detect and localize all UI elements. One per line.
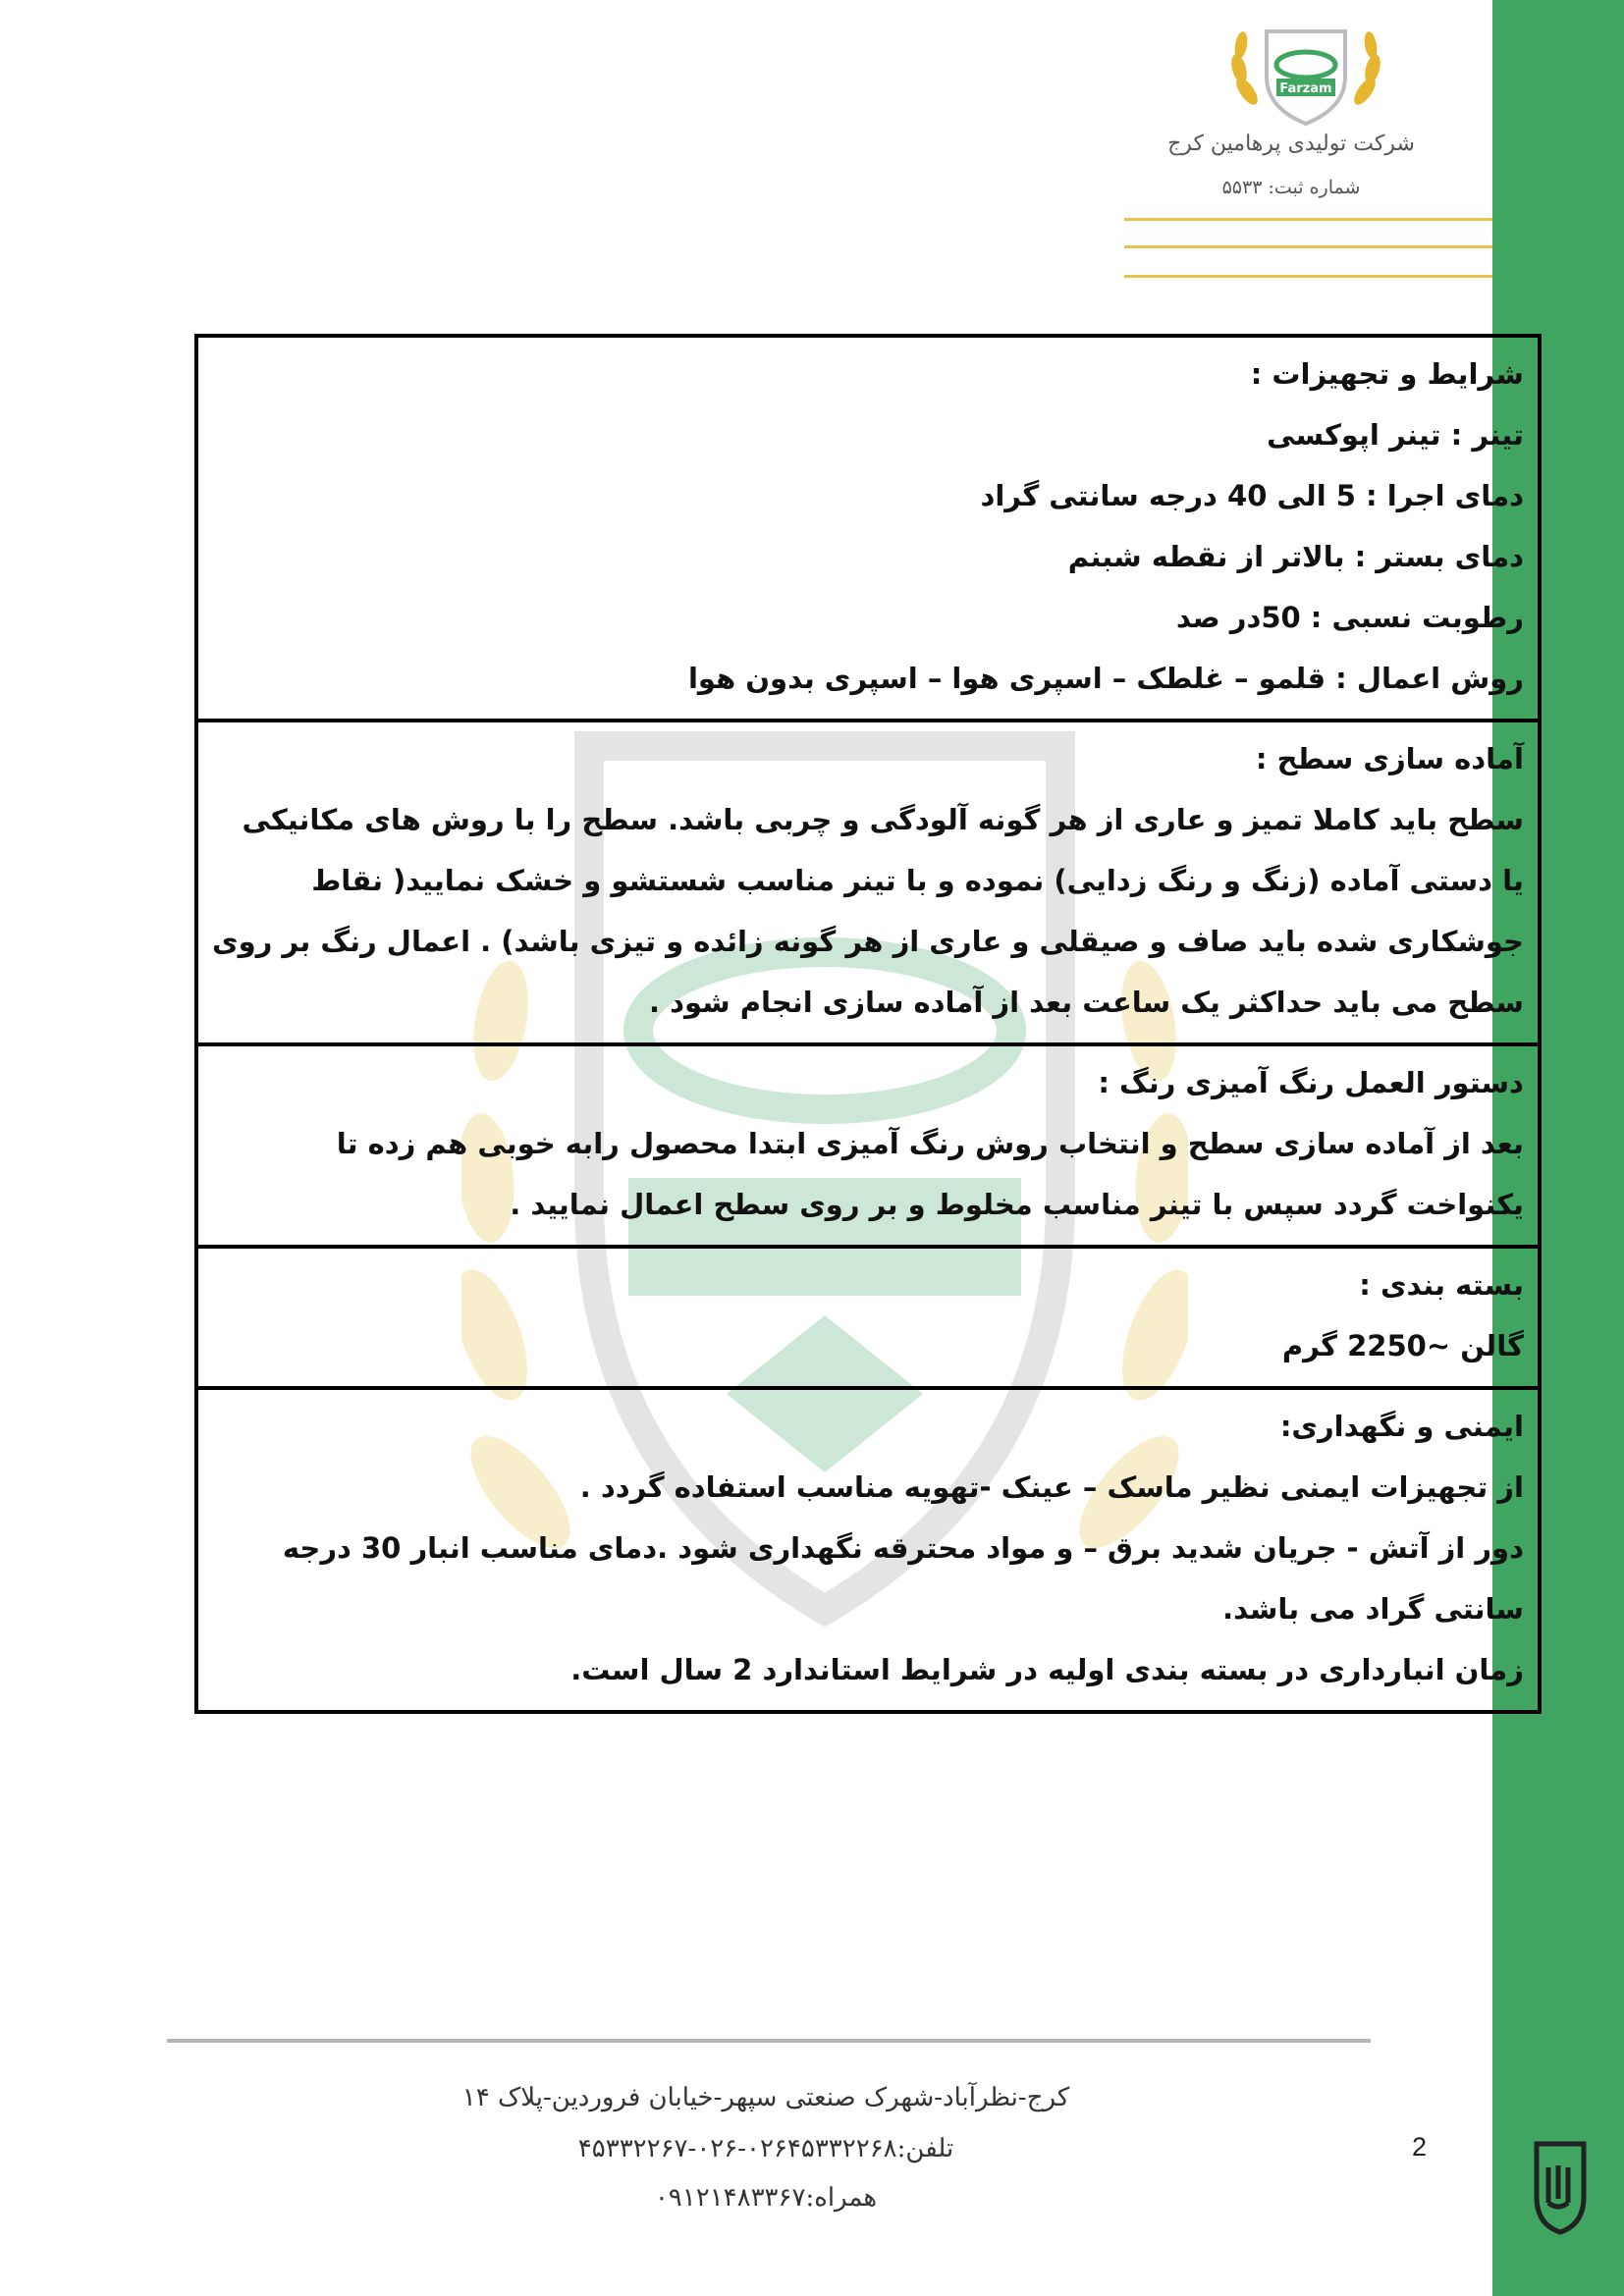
registration-number: شماره ثبت: ۵۵۳۳ [1221, 177, 1361, 198]
table-row [196, 336, 1540, 721]
standard-mark-caption [1520, 2240, 1598, 2252]
text-line: تینر : تینر اپوکسی [1267, 418, 1524, 452]
text-line: دور از آتش - جریان شدید برق – و مواد محترقه نگهداری شود .دمای مناسب انبار 30 درجه [282, 1531, 1524, 1565]
table-row [196, 1247, 1540, 1388]
farzam-logo-icon [1218, 18, 1394, 135]
text-line: زمان انبارداری در بسته بندی اولیه در شرایط استاندارد 2 سال است. [570, 1653, 1524, 1686]
text-line: سطح باید کاملا تمیز و عاری از هر گونه آلودگی و چربی باشد. سطح را با روش های مکانیکی [242, 803, 1524, 836]
table-row [196, 1044, 1540, 1247]
company-name: شرکت تولیدی پرهامین کرج [1167, 132, 1415, 156]
section-heading: شرایط و تجهیزات : [1250, 357, 1524, 391]
section-heading: دستور العمل رنگ آمیزی رنگ : [1098, 1066, 1524, 1099]
text-line: سانتی گراد می باشد. [1222, 1592, 1524, 1626]
text-line: جوشکاری شده باید صاف و صیقلی و عاری از هر گونه زائده و تیزی باشد) . اعمال رنگ بر روی [212, 925, 1524, 958]
safety-storage-cell [196, 1388, 1540, 1712]
painting-instructions-cell [196, 1044, 1540, 1247]
iran-standard-mark-icon [1523, 2138, 1596, 2236]
table-row [196, 721, 1540, 1044]
header-divider-1 [1124, 218, 1492, 221]
text-line: رطوبت نسبی : 50در صد [1175, 601, 1524, 634]
packaging-cell [196, 1247, 1540, 1388]
page-number: 2 [1412, 2132, 1428, 2162]
footer-address: کرج-نظرآباد-شهرک صنعتی سپهر-خیابان فروردین-پلاک ۱۴ [461, 2083, 1070, 2112]
section-heading: آماده سازی سطح : [1255, 742, 1524, 775]
section-heading: ایمنی و نگهداری: [1279, 1410, 1524, 1443]
text-line: سطح می باید حداکثر یک ساعت بعد از آماده سازی انجام شود . [648, 986, 1524, 1019]
footer-divider [167, 2039, 1371, 2043]
text-line: بعد از آماده سازی سطح و انتخاب روش رنگ آمیزی ابتدا محصول رابه خوبی هم زده تا [336, 1127, 1524, 1160]
text-line: از تجهیزات ایمنی نظیر ماسک – عینک -تهویه مناسب استفاده گردد . [579, 1470, 1524, 1504]
specification-table [194, 334, 1542, 1714]
conditions-equipment-cell [196, 336, 1540, 721]
header-divider-3 [1124, 275, 1492, 278]
section-heading: بسته بندی : [1359, 1268, 1524, 1302]
company-logo [1218, 18, 1394, 139]
text-line: یا دستی آماده (زنگ و رنگ زدایی) نموده و با تینر مناسب شستشو و خشک نمایید( نقاط [311, 864, 1524, 897]
text-line: دمای اجرا : 5 الی 40 درجه سانتی گراد [980, 479, 1524, 512]
text-line: یکنواخت گردد سپس با تینر مناسب مخلوط و بر روی سطح اعمال نمایید . [510, 1188, 1524, 1221]
text-line: گالن ~2250 گرم [1281, 1329, 1524, 1362]
footer-mobile: همراه:۰۹۱۲۱۴۸۳۳۶۷ [654, 2183, 878, 2213]
surface-preparation-cell [196, 721, 1540, 1044]
logo-text: Farzam [1279, 81, 1332, 96]
text-line: روش اعمال : قلمو – غلطک – اسپری هوا – اسپری بدون هوا [687, 662, 1524, 695]
table-row [196, 1388, 1540, 1712]
iran-standard-mark [1520, 2138, 1598, 2252]
header-divider-2 [1124, 245, 1492, 248]
text-line: دمای بستر : بالاتر از نقطه شبنم [1067, 540, 1524, 573]
footer-phone: تلفن:۰۲۶۴۵۳۳۲۲۶۸-۰۲۶-۴۵۳۳۲۲۶۷ [577, 2134, 954, 2163]
